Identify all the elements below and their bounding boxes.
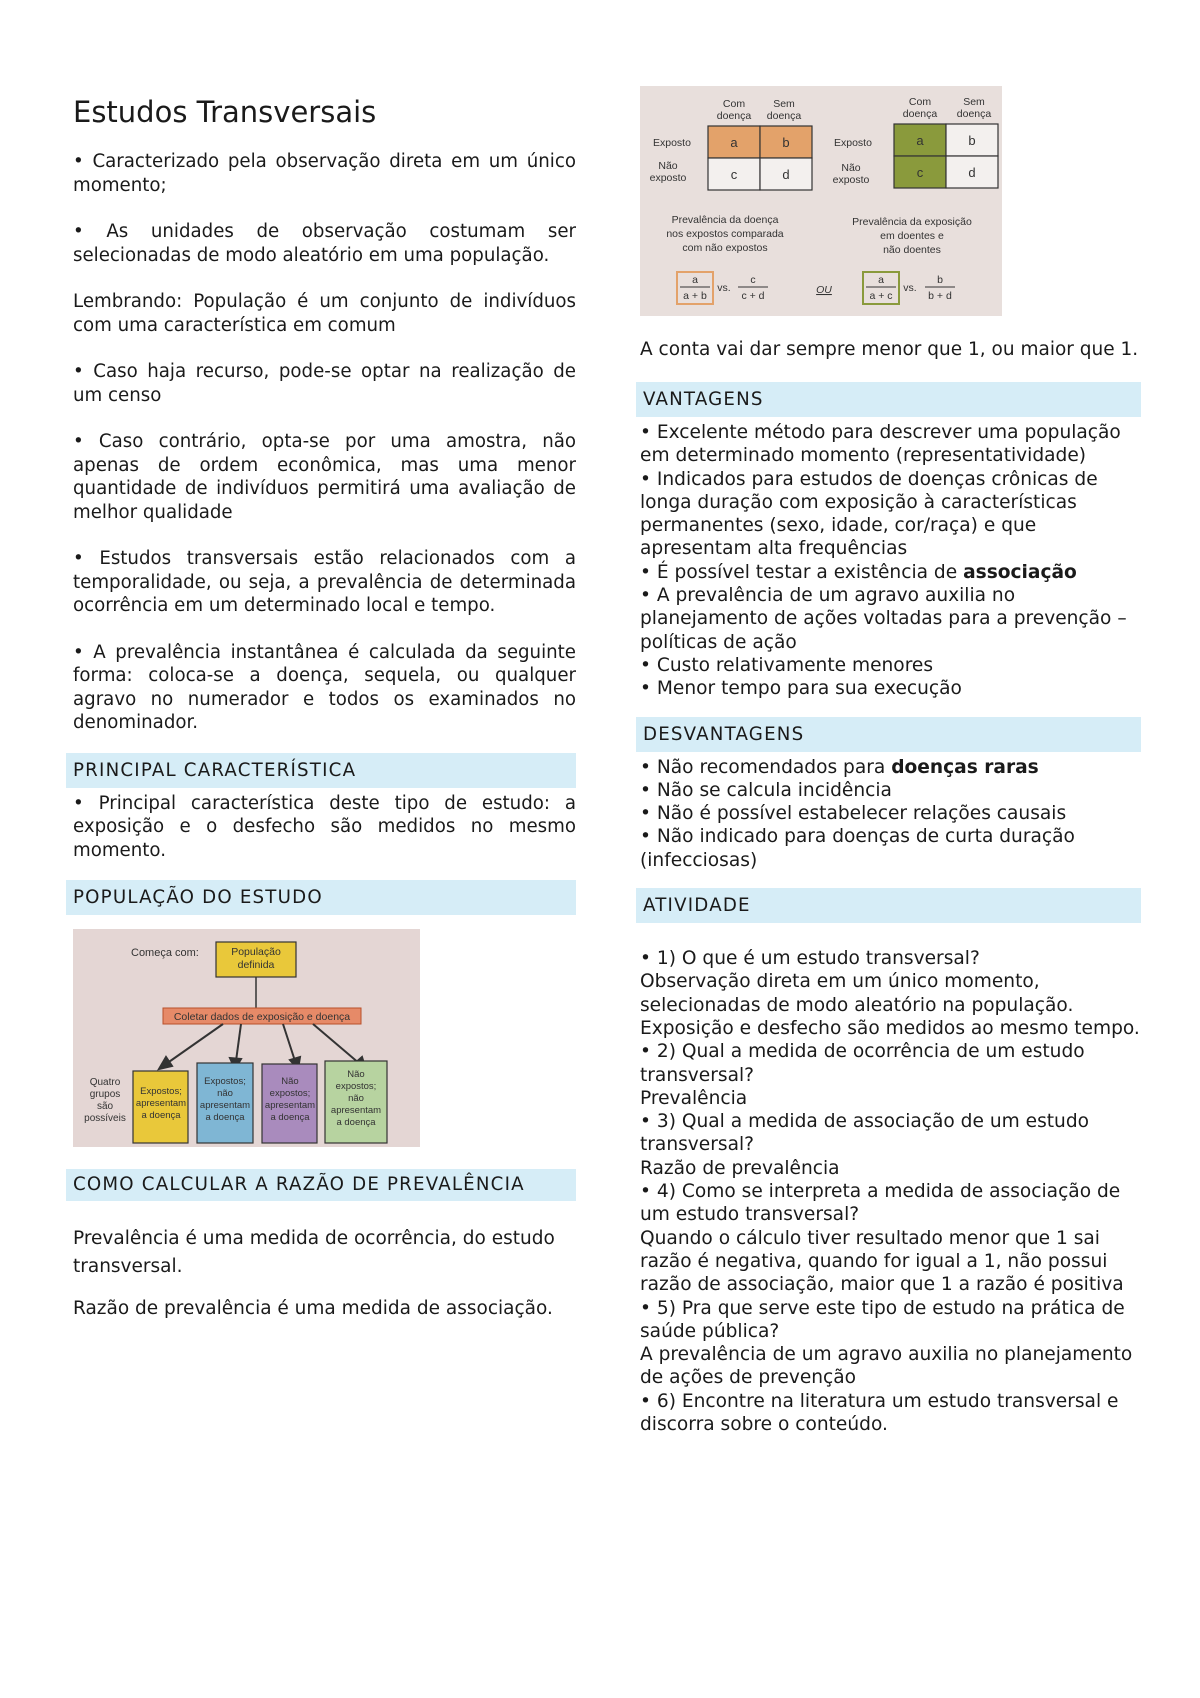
list-item: • Menor tempo para sua execução [640,678,962,700]
list-item: • Não é possível estabelecer relações causais [640,803,1067,825]
contingency-table-diagram [640,86,1002,316]
list-item-bold: associação [963,561,1077,583]
ou-label: OU [816,284,832,296]
col-com-doenca-label-right: Com [908,96,932,108]
cell-c-right-label: c [916,165,924,180]
list-item: • A prevalência de um agravo auxilia no planejamento de ações voltadas para a prevenção – políticas de ação [640,585,1127,653]
contingency-table-figure [640,86,1141,320]
section-heading-principal: PRINCIPAL CARACTERÍSTICA [66,753,576,788]
paragraph: • Caracterizado pela observação direta em um único momento; [73,151,576,196]
cell-c-label: c [730,167,738,182]
vs-label-2: vs. [903,282,917,294]
list-item: • Não indicado para doenças de curta duração (infecciosas) [640,826,1075,871]
svg-text:grupos: grupos [89,1089,121,1100]
formula-2-num: c [750,274,756,286]
populacao-label-1: População [231,946,281,958]
list-item [640,561,1141,584]
list-item-bold: doenças raras [891,756,1039,778]
list-item [640,756,1141,779]
list-item: • 2) Qual a medida de ocorrência de um estudo transversal? [640,1041,1085,1086]
list-item: • Custo relativamente menores [640,654,934,676]
prev-exposicao-caption-1: Prevalência da exposição [852,216,972,228]
col-com-doenca-label-2: doença [716,110,752,122]
col-com-doenca-label-right-2: doença [902,108,938,120]
paragraph: • Caso haja recurso, pode-se optar na realização de um censo [73,361,576,406]
left-column [66,86,576,1337]
comeca-label: Começa com: [131,947,199,959]
paragraph: • A prevalência instantânea é calculada da seguinte forma: coloca-se a doença, sequela, ou qualquer agravo no numerador e todos os examinados no denominador. [73,641,576,733]
group-box-4-label: Não expostos; não apresentam a doença [330,1069,382,1128]
cell-a-right-label: a [916,133,924,148]
section-heading-calculo: COMO CALCULAR A RAZÃO DE PREVALÊNCIA [66,1169,576,1201]
cell-b-label: b [782,135,790,150]
list-item: • 1) O que é um estudo transversal? [640,948,980,970]
section-heading-atividade: ATIVIDADE [636,888,1141,923]
paragraph: • Estudos transversais estão relacionados com a temporalidade, ou seja, a prevalência de determinada ocorrência em um determinado local e tempo. [73,548,576,616]
right-column [636,86,1141,1452]
list-item: Quando o cálculo tiver resultado menor que 1 sai razão é negativa, quando for igual a 1, não possui razão de associação, maior que 1 a razão é positiva [640,1227,1124,1296]
paragraph: A conta vai dar sempre menor que 1, ou maior que 1. [640,339,1139,360]
list-item: • 6) Encontre na literatura um estudo transversal e discorra sobre o conteúdo. [640,1390,1119,1435]
list-item-text: • É possível testar a existência de [640,561,964,583]
list-item: • 5) Pra que serve este tipo de estudo na prática de saúde pública? [640,1297,1125,1342]
list-item: • Não se calcula incidência [640,779,892,801]
cell-d-right-label: d [968,165,976,180]
prev-doenca-caption-2: nos expostos comparada [666,228,784,240]
paragraph: • Caso contrário, opta-se por uma amostra, não apenas de ordem econômica, mas uma menor quantidade de indivíduos permitirá uma avaliação de melhor qualidade [73,431,576,523]
svg-text:Quatro: Quatro [89,1077,121,1088]
group-box-1-label: Expostos; apresentam a doença [135,1086,187,1121]
col-sem-doenca-label-2: doença [766,110,802,122]
list-item: • Excelente método para descrever uma população em determinado momento (representatividade) [640,422,1121,467]
group-box-2-label: Expostos; não apresentam a doença [199,1076,251,1123]
desvantagens-list [640,756,1141,872]
list-item: • Indicados para estudos de doenças crônicas de longa duração com exposição à características permanentes (sexo, idade, cor/raça) e que apresentam alta frequências [640,468,1098,560]
population-flow-diagram [73,929,420,1147]
prev-doenca-caption-1: Prevalência da doença [671,214,779,226]
paragraph: Lembrando: População é um conjunto de indivíduos com uma característica em comum [73,291,576,336]
svg-text:são: são [96,1101,114,1112]
formula-3-den: a + c [869,290,893,302]
list-item: Observação direta em um único momento, selecionadas de modo aleatório na população. Exposição e desfecho são medidos ao mesmo tempo. [640,971,1140,1039]
cell-b-right-label: b [968,133,976,148]
col-sem-doenca-label: Sem [773,98,795,110]
svg-text:possíveis: possíveis [84,1113,126,1124]
group-box-3-label: Não expostos; apresentam a doença [264,1076,316,1123]
nao-exposto-label: Não [658,160,678,172]
nao-exposto-label-right-2: exposto [832,174,870,186]
list-item: Razão de prevalência [640,1157,840,1179]
col-com-doenca-label: Com [722,98,746,110]
exposto-label-right: Exposto [834,137,872,149]
cell-d-label: d [782,167,790,182]
prev-exposicao-caption-3: não doentes [883,244,941,256]
section-heading-desvantagens: DESVANTAGENS [636,717,1141,752]
formula-4-num: b [937,274,943,286]
col-sem-doenca-label-right: Sem [963,96,985,108]
prev-doenca-caption-3: com não expostos [682,242,768,254]
formula-1-num: a [692,274,698,286]
coletar-label: Coletar dados de exposição e doença [173,1011,351,1023]
atividade-list [640,947,1141,1436]
list-item: • 4) Como se interpreta a medida de associação de um estudo transversal? [640,1181,1121,1226]
section-heading-populacao: POPULAÇÃO DO ESTUDO [66,880,576,915]
page-title: Estudos Transversais [73,95,377,129]
paragraph: • Principal característica deste tipo de estudo: a exposição e o desfecho são medidos no mesmo momento. [73,792,576,861]
col-sem-doenca-label-right-2: doença [956,108,992,120]
list-item: Prevalência [640,1087,748,1109]
paragraph: • As unidades de observação costumam ser selecionadas de modo aleatório em uma população. [73,221,576,266]
formula-4-den: b + d [928,290,952,302]
nao-exposto-label-2: exposto [649,172,687,184]
nao-exposto-label-right: Não [841,162,861,174]
paragraph: Prevalência é uma medida de ocorrência, do estudo transversal. [73,1228,555,1277]
formula-3-num: a [878,274,884,286]
vantagens-list [640,421,1141,701]
cell-a-label: a [730,135,738,150]
list-item-text: • Não recomendados para [640,756,892,778]
vs-label-1: vs. [717,282,731,294]
prev-exposicao-caption-2: em doentes e [880,230,944,242]
formula-2-den: c + d [741,290,765,302]
formula-1-den: a + b [683,290,707,302]
list-item: • 3) Qual a medida de associação de um estudo transversal? [640,1111,1090,1156]
section-heading-vantagens: VANTAGENS [636,382,1141,417]
exposto-label: Exposto [653,137,691,149]
paragraph: Razão de prevalência é uma medida de associação. [73,1298,553,1319]
populacao-label-2: definida [237,959,275,971]
study-population-figure [73,929,576,1151]
list-item: A prevalência de um agravo auxilia no planejamento de ações de prevenção [640,1344,1133,1389]
